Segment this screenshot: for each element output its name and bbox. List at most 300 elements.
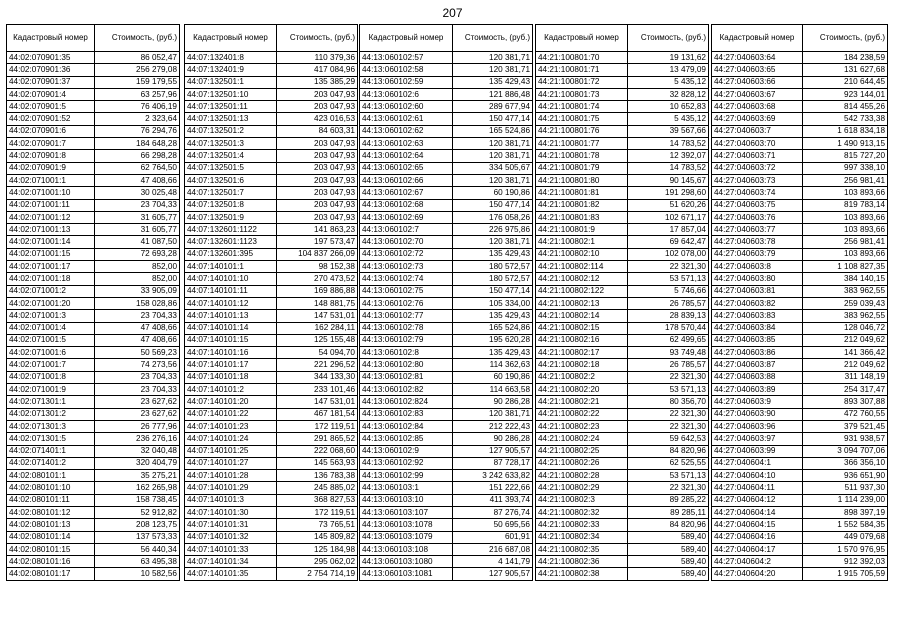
cost-cell: 912 392,03 [803,556,888,568]
table-row [360,273,533,285]
table-row [712,556,888,568]
cost-cell: 210 644,45 [803,76,888,88]
cadastral-number-cell: 44:07:132501:4 [185,150,277,162]
cadastral-number-cell: 44:27:040604:20 [712,568,803,580]
cost-cell: 383 962,55 [803,310,888,322]
table-row [712,494,888,506]
table-row [7,556,180,568]
cadastral-number-cell: 44:21:100801:71 [536,64,628,76]
cadastral-number-cell: 44:21:100801:82 [536,199,628,211]
table-row [7,359,180,371]
cadastral-number-cell: 44:21:100802:18 [536,359,628,371]
cost-cell: 76 294,76 [95,125,180,137]
cost-cell: 23 627,62 [95,396,180,408]
table-row [360,445,533,457]
cadastre-table-1 [6,24,180,581]
table-row [360,224,533,236]
cadastral-number-cell: 44:07:140101:35 [185,568,277,580]
table-row [360,494,533,506]
cost-cell: 26 785,57 [628,297,709,309]
cost-cell: 221 296,52 [277,359,358,371]
table-row [185,101,358,113]
cost-cell: 368 827,53 [277,494,358,506]
cadastral-number-cell: 44:07:140101:20 [185,396,277,408]
cadastral-number-cell: 44:27:040603:64 [712,52,803,64]
cost-cell: 131 627,68 [803,64,888,76]
cost-cell: 127 905,57 [453,568,533,580]
cadastral-number-cell: 44:21:100802:14 [536,310,628,322]
cadastral-number-cell: 44:13:060102:77 [360,310,453,322]
cadastral-number-cell: 44:21:100801:80 [536,174,628,186]
header-cadastral-number: Кадастровый номер [185,25,277,52]
cadastral-number-cell: 44:27:040603:8 [712,261,803,273]
cadastral-number-cell: 44:07:132401:9 [185,64,277,76]
cadastral-number-cell: 44:07:140101:27 [185,457,277,469]
table-row [7,371,180,383]
cadastral-number-cell: 44:13:060102:61 [360,113,453,125]
cost-cell: 542 733,38 [803,113,888,125]
table-row [536,494,709,506]
table-row [360,396,533,408]
table-row [536,482,709,494]
table-row [185,531,358,543]
table-row [7,211,180,223]
table-row [712,334,888,346]
cadastral-number-cell: 44:13:060102:73 [360,261,453,273]
table-row [536,506,709,518]
table-row [536,64,709,76]
table-row [536,101,709,113]
cadastral-number-cell: 44:21:100802:23 [536,420,628,432]
table-row [7,101,180,113]
cost-cell: 114 362,63 [453,359,533,371]
table-row [185,52,358,64]
cadastral-number-cell: 44:27:040603:66 [712,76,803,88]
cost-cell: 852,00 [95,261,180,273]
cadastral-number-cell: 44:13:060102:78 [360,322,453,334]
cost-cell: 103 893,66 [803,187,888,199]
cadastral-number-cell: 44:27:040603:96 [712,420,803,432]
table-row [536,224,709,236]
cadastral-number-cell: 44:13:060103:10 [360,494,453,506]
cadastral-number-cell: 44:02:071001:12 [7,211,95,223]
table-row [185,199,358,211]
cadastral-number-cell: 44:02:071001:2 [7,285,95,297]
cadastral-number-cell: 44:27:040603:7 [712,125,803,137]
cost-cell: 233 101,46 [277,384,358,396]
table-row [7,384,180,396]
cost-cell: 320 404,79 [95,457,180,469]
table-row [712,519,888,531]
table-row [185,568,358,580]
cadastral-number-cell: 44:07:140101:10 [185,273,277,285]
cadastral-number-cell: 44:13:060103:1078 [360,519,453,531]
cost-cell: 203 047,93 [277,162,358,174]
cost-cell: 86 052,47 [95,52,180,64]
cadastral-number-cell: 44:27:040603:71 [712,150,803,162]
table-row [7,125,180,137]
cadastral-number-cell: 44:13:060102:8 [360,347,453,359]
cost-cell: 50 695,56 [453,519,533,531]
cadastral-number-cell: 44:21:100802:1 [536,236,628,248]
header-cost: Стоимость, (руб.) [803,25,888,52]
cost-cell: 256 981,41 [803,174,888,186]
cost-cell: 62 764,50 [95,162,180,174]
table-row [536,285,709,297]
cost-cell: 22 321,30 [628,482,709,494]
cost-cell: 366 356,10 [803,457,888,469]
table-row [185,273,358,285]
table-row [536,359,709,371]
cost-cell: 53 571,13 [628,470,709,482]
table-row [360,568,533,580]
cost-cell: 121 886,48 [453,88,533,100]
table-row [536,236,709,248]
cadastral-number-cell: 44:02:080101:1 [7,470,95,482]
cadastral-number-cell: 44:13:060102:83 [360,408,453,420]
cost-cell: 13 479,09 [628,64,709,76]
cadastral-number-cell: 44:07:132501:1 [185,76,277,88]
cost-cell: 136 783,38 [277,470,358,482]
cost-cell: 135 429,43 [453,347,533,359]
cost-cell: 90 145,67 [628,174,709,186]
table-row [7,310,180,322]
cadastral-number-cell: 44:07:140101:22 [185,408,277,420]
table-row [536,420,709,432]
cadastral-number-cell: 44:07:132401:8 [185,52,277,64]
table-row [712,347,888,359]
cadastral-number-cell: 44:27:040604:10 [712,470,803,482]
cost-cell: 26 785,57 [628,359,709,371]
cost-cell: 254 317,47 [803,384,888,396]
table-row [7,506,180,518]
table-row [712,310,888,322]
table-row [536,162,709,174]
cost-cell: 423 016,53 [277,113,358,125]
table-row [536,433,709,445]
cost-cell: 295 062,02 [277,556,358,568]
table-row [536,396,709,408]
cadastral-number-cell: 44:07:140101:24 [185,433,277,445]
table-row [712,236,888,248]
table-row [185,150,358,162]
table-row [712,248,888,260]
cadastral-number-cell: 44:07:132501:11 [185,101,277,113]
cadastral-number-cell: 44:13:060102:7 [360,224,453,236]
cost-cell: 997 338,10 [803,162,888,174]
table-row [712,224,888,236]
cost-cell: 22 321,30 [628,420,709,432]
cost-cell: 203 047,93 [277,101,358,113]
cadastral-number-cell: 44:21:100802:28 [536,470,628,482]
cadastral-number-cell: 44:27:040603:82 [712,297,803,309]
cadastral-number-cell: 44:21:100802:22 [536,408,628,420]
cadastral-number-cell: 44:02:071001:3 [7,310,95,322]
cost-cell: 511 937,30 [803,482,888,494]
cost-cell: 195 620,28 [453,334,533,346]
cost-cell: 1 618 834,18 [803,125,888,137]
cadastral-number-cell: 44:07:140101:23 [185,420,277,432]
cadastral-number-cell: 44:13:060102:66 [360,174,453,186]
cost-cell: 73 765,51 [277,519,358,531]
table-row [7,174,180,186]
table-row [185,224,358,236]
table-row [185,506,358,518]
cadastral-number-cell: 44:27:040604:11 [712,482,803,494]
table-row [7,543,180,555]
table-row [536,199,709,211]
cost-cell: 127 905,57 [453,445,533,457]
table-row [360,359,533,371]
table-row [7,199,180,211]
cost-cell: 178 570,44 [628,322,709,334]
table-row [360,371,533,383]
table-row [7,113,180,125]
cadastral-number-cell: 44:02:070901:37 [7,76,95,88]
cadastral-number-cell: 44:27:040603:70 [712,138,803,150]
table-row [185,420,358,432]
cadastral-number-cell: 44:02:071001:8 [7,371,95,383]
cost-cell: 151 222,66 [453,482,533,494]
table-row [536,347,709,359]
table-row [360,52,533,64]
cost-cell: 23 704,33 [95,384,180,396]
cadastral-number-cell: 44:27:040603:78 [712,236,803,248]
cadastral-number-cell: 44:02:071001:4 [7,322,95,334]
cost-cell: 334 505,67 [453,162,533,174]
table-row [7,297,180,309]
cadastral-number-cell: 44:21:100802:29 [536,482,628,494]
table-row [360,261,533,273]
cost-cell: 3 242 633,82 [453,470,533,482]
table-row [7,482,180,494]
cost-cell: 203 047,93 [277,187,358,199]
cost-cell: 449 079,68 [803,531,888,543]
cadastral-number-cell: 44:27:040603:83 [712,310,803,322]
cost-cell: 53 571,13 [628,273,709,285]
cost-cell: 158 028,86 [95,297,180,309]
table-row [7,52,180,64]
table-row [360,236,533,248]
table-row [536,187,709,199]
table-row [7,273,180,285]
cost-cell: 102 078,00 [628,248,709,260]
cost-cell: 53 571,13 [628,384,709,396]
cadastral-number-cell: 44:07:140101:25 [185,445,277,457]
cost-cell: 203 047,93 [277,199,358,211]
cost-cell: 467 181,54 [277,408,358,420]
cadastral-number-cell: 44:27:040603:68 [712,101,803,113]
table-row [712,420,888,432]
cost-cell: 203 047,93 [277,138,358,150]
cost-cell: 147 531,01 [277,310,358,322]
cost-cell: 103 893,66 [803,248,888,260]
cadastre-table-2 [184,24,358,581]
cadastral-number-cell: 44:07:140101:13 [185,310,277,322]
cost-cell: 128 046,72 [803,322,888,334]
table-row [712,211,888,223]
cost-cell: 17 857,04 [628,224,709,236]
cost-cell: 936 651,90 [803,470,888,482]
cost-cell: 23 704,33 [95,310,180,322]
cadastral-number-cell: 44:13:060103:1 [360,482,453,494]
cadastral-number-cell: 44:27:040603:72 [712,162,803,174]
table-row [712,482,888,494]
cost-cell: 145 809,82 [277,531,358,543]
cost-cell: 41 087,50 [95,236,180,248]
cost-cell: 417 084,96 [277,64,358,76]
table-row [185,494,358,506]
cadastral-number-cell: 44:13:060102:58 [360,64,453,76]
table-row [7,88,180,100]
cadastral-number-cell: 44:21:100802:20 [536,384,628,396]
cost-cell: 1 114 239,00 [803,494,888,506]
cost-cell: 165 524,86 [453,125,533,137]
table-row [360,531,533,543]
cadastral-number-cell: 44:07:140101:15 [185,334,277,346]
cost-cell: 105 334,00 [453,297,533,309]
cost-cell: 39 567,66 [628,125,709,137]
table-row [712,101,888,113]
cost-cell: 120 381,71 [453,150,533,162]
cadastral-number-cell: 44:02:071301:3 [7,420,95,432]
table-row [712,543,888,555]
cadastral-number-cell: 44:27:040603:76 [712,211,803,223]
table-row [185,347,358,359]
cost-cell: 52 912,82 [95,506,180,518]
table-row [712,384,888,396]
cadastral-number-cell: 44:21:100802:17 [536,347,628,359]
table-row [712,125,888,137]
table-row [360,138,533,150]
cost-cell: 141 863,23 [277,224,358,236]
cost-cell: 135 429,43 [453,310,533,322]
cadastral-number-cell: 44:07:132501:9 [185,211,277,223]
cost-cell: 14 783,52 [628,138,709,150]
cadastral-number-cell: 44:13:060102:72 [360,248,453,260]
cadastral-number-cell: 44:21:100802:33 [536,519,628,531]
cost-cell: 208 123,75 [95,519,180,531]
table-row [360,556,533,568]
table-row [185,470,358,482]
cadastral-number-cell: 44:27:040604:14 [712,506,803,518]
cost-cell: 89 285,22 [628,494,709,506]
cost-cell: 150 477,14 [453,285,533,297]
cost-cell: 379 521,45 [803,420,888,432]
table-row [7,445,180,457]
cadastral-number-cell: 44:27:040603:99 [712,445,803,457]
table-row [536,322,709,334]
cost-cell: 212 049,62 [803,334,888,346]
cadastral-number-cell: 44:02:070901:8 [7,150,95,162]
cadastral-number-cell: 44:21:100802:25 [536,445,628,457]
cadastral-number-cell: 44:07:140101:17 [185,359,277,371]
header-cadastral-number: Кадастровый номер [712,25,803,52]
table-row [185,543,358,555]
cost-cell: 22 321,30 [628,261,709,273]
table-row [185,162,358,174]
cadastral-number-cell: 44:02:071001:15 [7,248,95,260]
table-row [7,519,180,531]
cost-cell: 110 379,36 [277,52,358,64]
table-row [712,113,888,125]
cost-cell: 135 385,29 [277,76,358,88]
cadastral-number-cell: 44:13:060102:65 [360,162,453,174]
table-row [536,519,709,531]
table-row [360,162,533,174]
table-row [712,445,888,457]
cost-cell: 47 408,66 [95,334,180,346]
table-row [185,211,358,223]
table-row [536,384,709,396]
cost-cell: 54 094,70 [277,347,358,359]
cost-cell: 10 582,56 [95,568,180,580]
cost-cell: 33 905,09 [95,285,180,297]
table-row [7,568,180,580]
cost-cell: 51 620,26 [628,199,709,211]
cadastral-number-cell: 44:21:100802:16 [536,334,628,346]
cadastral-number-cell: 44:02:071001:17 [7,261,95,273]
cost-cell: 203 047,93 [277,150,358,162]
cadastral-number-cell: 44:07:140101:12 [185,297,277,309]
cadastral-number-cell: 44:21:100801:77 [536,138,628,150]
cadastral-number-cell: 44:02:071301:5 [7,433,95,445]
cost-cell: 165 524,86 [453,322,533,334]
cost-cell: 87 728,17 [453,457,533,469]
table-row [7,248,180,260]
cost-cell: 923 144,01 [803,88,888,100]
cost-cell: 60 190,86 [453,371,533,383]
table-row [185,138,358,150]
cost-cell: 259 039,43 [803,297,888,309]
cadastral-number-cell: 44:27:040604:17 [712,543,803,555]
cost-cell: 344 133,30 [277,371,358,383]
cost-cell: 74 273,56 [95,359,180,371]
cadastral-number-cell: 44:13:060102:6 [360,88,453,100]
cost-cell: 852,00 [95,273,180,285]
cost-cell: 5 435,12 [628,113,709,125]
table-row [360,408,533,420]
table-row [712,433,888,445]
cost-cell: 148 881,75 [277,297,358,309]
table-row [536,457,709,469]
table-row [7,408,180,420]
cost-cell: 197 573,47 [277,236,358,248]
table-row [185,334,358,346]
cost-cell: 103 893,66 [803,211,888,223]
table-row [536,470,709,482]
cadastral-number-cell: 44:02:080101:15 [7,543,95,555]
table-row [536,408,709,420]
cadastral-number-cell: 44:13:060102:92 [360,457,453,469]
cost-cell: 383 962,55 [803,285,888,297]
cadastral-number-cell: 44:02:080101:16 [7,556,95,568]
table-row [360,420,533,432]
cost-cell: 31 605,77 [95,211,180,223]
cost-cell: 212 049,62 [803,359,888,371]
table-row [360,125,533,137]
cost-cell: 4 141,79 [453,556,533,568]
cost-cell: 589,40 [628,531,709,543]
header-cadastral-number: Кадастровый номер [536,25,628,52]
cost-cell: 245 885,02 [277,482,358,494]
cadastral-number-cell: 44:07:132501:6 [185,174,277,186]
table-row [712,187,888,199]
table-row [185,445,358,457]
cadastral-number-cell: 44:27:040604:12 [712,494,803,506]
table-row [360,297,533,309]
cost-cell: 411 393,74 [453,494,533,506]
